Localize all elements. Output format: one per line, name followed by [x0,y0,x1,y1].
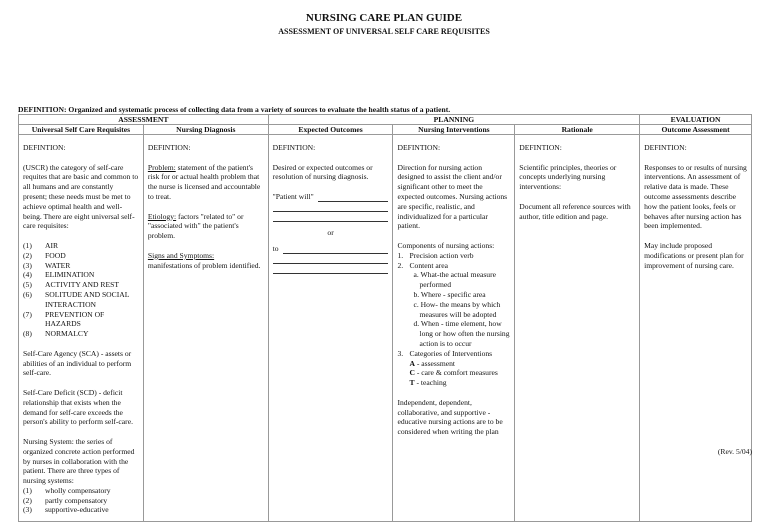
blank-line [273,264,389,274]
group-planning: PLANNING [268,115,639,125]
group-evaluation: EVALUATION [640,115,752,125]
revision-label: (Rev. 5/04) [717,447,752,456]
outcomes-text: Desired or expected outcomes or resolution of nursing diagnosis. [272,162,373,182]
system-item: wholly compensatory [45,485,111,495]
signs-text: manifestations of problem identified. [147,260,261,270]
definition-line: DEFINITION: Organized and systematic process of collecting data from a variety of sources to evaluate the health status of a patient. [18,105,451,114]
item-number: (8) [23,329,32,339]
group-assessment: ASSESSMENT [19,115,269,125]
care-plan-table [18,114,752,522]
definition-label: DEFINTION: [272,143,316,152]
col-header: Nursing Diagnosis [143,125,268,135]
item-number: 1. [397,250,404,260]
requisite-item: PREVENTION OF HAZARDS [45,309,105,329]
blank-line [273,202,389,212]
definition-label: DEFINTION: [23,143,66,152]
item-number: (4) [23,270,32,280]
to-label: to [272,243,279,253]
content-subitem: a. What-the actual measure performed [413,270,496,290]
item-number: 2. [397,260,404,270]
category-label: - assessment [414,358,456,368]
cell-nursing-interventions [393,135,515,522]
component-item: Categories of Interventions [409,348,493,358]
cell-rationale [515,135,640,522]
category-code: C [409,368,415,378]
col-header: Expected Outcomes [268,125,393,135]
content-subitem: b. Where - specific area [413,289,486,299]
item-number: (2) [23,495,32,505]
item-number: (5) [23,280,32,290]
requisite-item: WATER [45,260,71,270]
component-item: Content area [409,260,449,270]
blank-line [283,244,389,254]
content-subitem: d. When - time element, how long or how often the nursing action is to occur [413,319,510,348]
blank-line [273,212,389,222]
col-header: Rationale [515,125,640,135]
requisite-item: NORMALCY [45,329,89,339]
scd-text: Self-Care Deficit (SCD) - deficit relationship that exists when the demand for self-care exceeds the person's ability to perform self-care. [23,387,133,427]
col-header: Outcome Assessment [640,125,752,135]
definition-label: DEFINTION: [397,143,441,152]
requisite-item: ACTIVITY AND REST [45,280,119,290]
components-title: Components of nursing actions: [397,240,495,250]
category-code: A [409,358,415,368]
item-number: (7) [23,309,32,319]
cell-nursing-diagnosis [143,135,268,522]
problem-text: statement of the patient's risk for or actual health problem that the nurse is licensed and accountable to treat. [147,162,261,201]
item-number: (1) [23,485,32,495]
requisite-item: ELIMINATION [45,270,95,280]
item-number: (6) [23,289,32,299]
blank-line [318,192,389,202]
document-title: NURSING CARE PLAN GUIDE [305,12,463,24]
document-subtitle: ASSESSMENT OF UNIVERSAL SELF CARE REQUISITES [278,27,490,36]
etiology-label: Etiology: [147,211,177,221]
col-header: Nursing Interventions [393,125,515,135]
content-subitem: c. How- the means by which measures will be adopted [413,299,501,319]
col-header: Universal Self Care Requisites [19,125,144,135]
requisite-item: FOOD [45,250,66,260]
patient-will-label: "Patient will" [272,191,314,201]
item-number: (3) [23,505,32,515]
outcome-assessment-text: Responses to or results of nursing interventions. An assessment of relative data is made. These outcome assessments describe how the patient looks, feels or behaves after nursing action has been implemented. [644,162,747,231]
category-label: - teaching [414,378,447,388]
cell-outcome-assessment [640,135,752,522]
definition-label: DEFINTION: [147,143,191,152]
or-text: or [327,227,334,237]
system-item: partly compensatory [45,495,108,505]
component-item: Precision action verb [409,250,474,260]
closing-text: Independent, dependent, collaborative, and supportive - educative nursing actions are to be considered when writing the plan [397,397,503,437]
cell-self-care-requisites [19,135,144,522]
item-number: (1) [23,240,32,250]
item-number: 3. [397,348,404,358]
requisite-item: AIR [45,240,59,250]
rationale-text: Scientific principles, theories or concepts underlying nursing interventions: [519,162,617,192]
signs-label: Signs and Symptoms: [147,250,215,260]
item-number: (2) [23,250,32,260]
cell-expected-outcomes [268,135,393,522]
category-label: - care & comfort measures [414,368,498,378]
system-item: supportive-educative [45,505,109,515]
nursing-system-text: Nursing System: the series of organized concrete action performed by nurses in collaboration with the patient. There are three types of nursing systems: [23,436,135,486]
requisite-item: SOLITUDE AND SOCIAL INTERACTION [45,289,130,309]
uscr-intro: (USCR) the category of self-care requites that are basic and common to all humans and are constantly present; these needs must be met to achieve optimal health and well-being. There are eight universal self-care requisites: [23,162,139,231]
interventions-text: Direction for nursing action designed to assist the client and/or significant other to meet the expected outcomes. Nursing actions are specific, realistic, and individualized for a particular patient. [397,162,508,231]
problem-label: Problem: [147,162,176,172]
definition-label: DEFINTION: [519,143,562,152]
etiology-text: factors "related to" or "associated with" the patient's problem. [147,211,244,241]
blank-line [273,254,389,264]
modifications-text: May include proposed modifications or present plan for improvement of nursing care. [644,240,744,270]
document-sources-text: Document all reference sources with author, title edition and page. [519,201,631,221]
category-code: T [409,378,415,388]
item-number: (3) [23,260,32,270]
sca-text: Self-Care Agency (SCA) - assets or abilities of an individual to perform self-care. [23,348,132,378]
definition-label: DEFINTION: [644,143,687,152]
